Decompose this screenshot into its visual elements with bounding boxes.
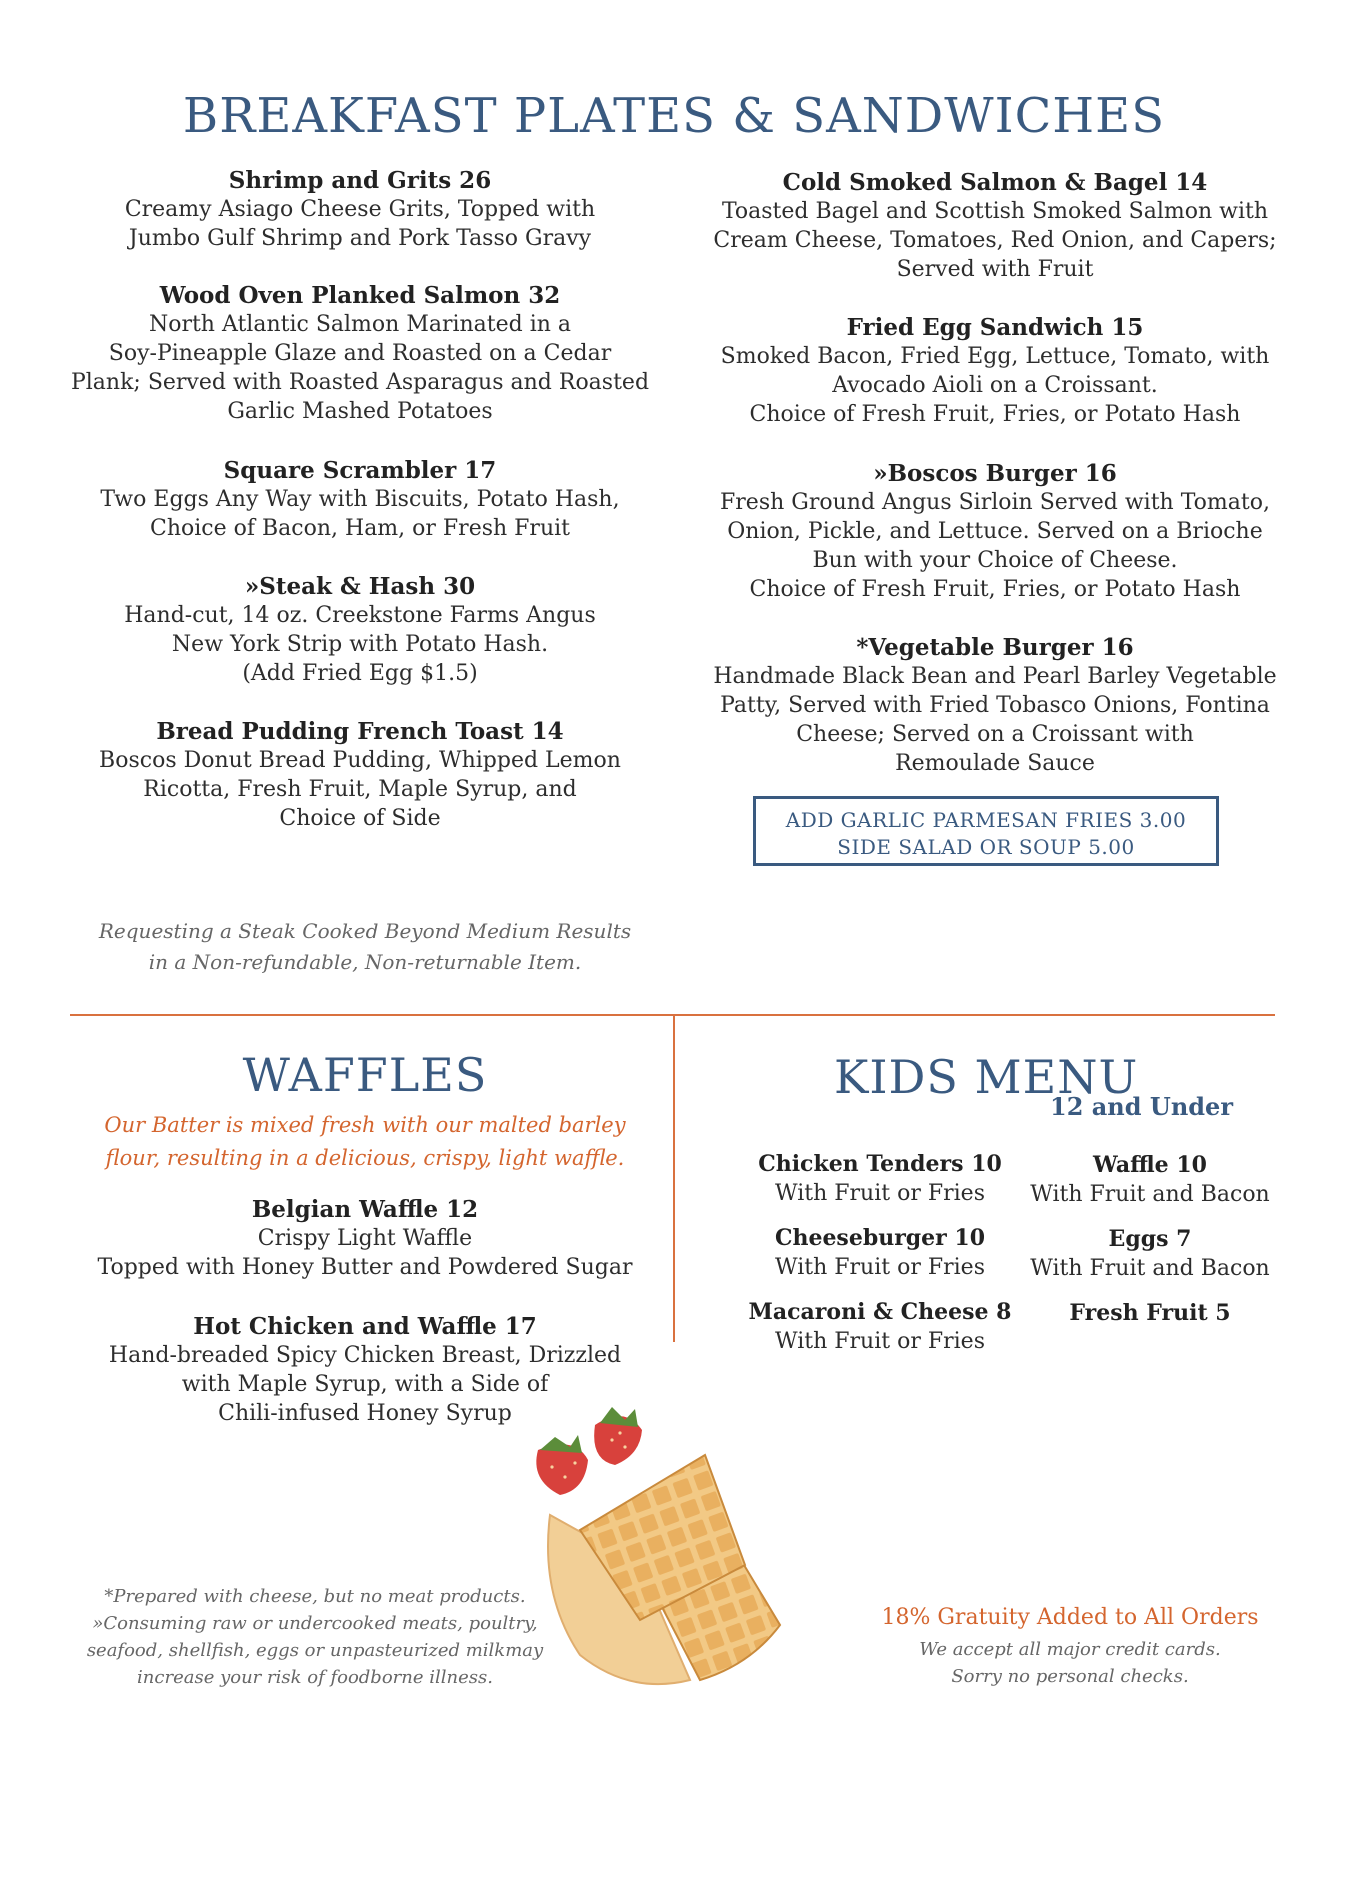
item-name: Fresh Fruit 5 (1069, 1300, 1231, 1326)
menu-item (60, 281, 660, 426)
item-description: Hand-breaded Spicy Chicken Breast, Drizzled with Maple Syrup, with a Side of Chili-infused Honey Syrup (108, 1343, 622, 1426)
item-name: Macaroni & Cheese 8 (748, 1299, 1012, 1325)
item-name: Belgian Waffle 12 (251, 1196, 479, 1223)
item-name: *Vegetable Burger 16 (856, 634, 1134, 661)
kids-item (1010, 1225, 1290, 1283)
menu-item (685, 168, 1305, 284)
kids-item (1010, 1151, 1290, 1209)
column-divider (673, 1015, 675, 1342)
kids-item (740, 1150, 1020, 1208)
kids-item (740, 1224, 1020, 1282)
item-description: North Atlantic Salmon Marinated in a Soy-Pineapple Glaze and Roasted on a Cedar Plank; Served with Roasted Asparagus and Roasted Garlic Mashed Potatoes (70, 312, 650, 424)
item-name: Cold Smoked Salmon & Bagel 14 (782, 169, 1208, 196)
item-description: With Fruit and Bacon (1030, 1256, 1270, 1281)
menu-item (60, 166, 660, 253)
item-description: With Fruit or Fries (775, 1255, 985, 1280)
kids-title: KIDS MENU (834, 1050, 1139, 1104)
item-name: Fried Egg Sandwich 15 (846, 314, 1144, 341)
item-description: Handmade Black Bean and Pearl Barley Vegetable Patty, Served with Fried Tobasco Onions, Fontina Cheese; Served on a Croissant with Remoulade Sauce (713, 664, 1277, 776)
add-on-salad: SIDE SALAD OR SOUP 5.00 (837, 835, 1135, 859)
kids-item (740, 1298, 1020, 1356)
item-description: Crispy Light Waffle Topped with Honey Butter and Powdered Sugar (97, 1226, 633, 1280)
item-name: »Steak & Hash 30 (244, 573, 476, 600)
item-description: Smoked Bacon, Fried Egg, Lettuce, Tomato, with Avocado Aioli on a Croissant. Choice of Fresh Fruit, Fries, or Potato Hash (720, 344, 1270, 427)
item-name: Hot Chicken and Waffle 17 (193, 1313, 537, 1340)
item-description: Two Eggs Any Way with Biscuits, Potato Hash, Choice of Bacon, Ham, or Fresh Fruit (100, 487, 620, 541)
item-name: Waffle 10 (1093, 1152, 1207, 1178)
item-description: Creamy Asiago Cheese Grits, Topped with Jumbo Gulf Shrimp and Pork Tasso Gravy (124, 197, 596, 251)
item-name: »Boscos Burger 16 (873, 460, 1117, 487)
kids-subtitle: 12 and Under (1050, 1092, 1233, 1121)
item-name: Chicken Tenders 10 (758, 1151, 1002, 1177)
menu-item (685, 313, 1305, 429)
disclaimer: *Prepared with cheese, but no meat products. »Consuming raw or undercooked meats, poultry, seafood, shellfish, eggs or unpasteurized milkmay increase your risk of foodborne illness. (86, 1586, 544, 1688)
menu-item (60, 717, 660, 833)
item-description: Boscos Donut Bread Pudding, Whipped Lemon Ricotta, Fresh Fruit, Maple Syrup, and Choice of Side (99, 748, 621, 831)
item-description: With Fruit or Fries (775, 1329, 985, 1354)
item-name: Shrimp and Grits 26 (228, 167, 492, 194)
item-name: Eggs 7 (1108, 1226, 1192, 1252)
payment-note: We accept all major credit cards. Sorry no personal checks. (919, 1639, 1221, 1687)
item-name: Square Scrambler 17 (223, 457, 497, 484)
item-name: Cheeseburger 10 (774, 1225, 986, 1251)
waffles-intro: Our Batter is mixed fresh with our malted barley flour, resulting in a delicious, crispy, light waffle. (104, 1113, 626, 1170)
gratuity-note: 18% Gratuity Added to All Orders (881, 1605, 1259, 1630)
item-description: With Fruit or Fries (775, 1181, 985, 1206)
item-name: Bread Pudding French Toast 14 (156, 718, 564, 745)
item-name: Wood Oven Planked Salmon 32 (159, 282, 561, 309)
item-description: With Fruit and Bacon (1030, 1182, 1270, 1207)
waffles-title: WAFFLES (242, 1048, 488, 1102)
menu-item (60, 572, 660, 688)
add-on-box (753, 796, 1219, 866)
item-description: Hand-cut, 14 oz. Creekstone Farms Angus New York Strip with Potato Hash. (Add Fried Egg $1.5) (124, 603, 596, 686)
menu-item (685, 633, 1305, 778)
kids-item (1010, 1299, 1290, 1328)
breakfast-title: BREAKFAST PLATES & SANDWICHES (182, 88, 1166, 144)
add-on-fries: ADD GARLIC PARMESAN FRIES 3.00 (785, 808, 1187, 832)
steak-note: Requesting a Steak Cooked Beyond Medium Results in a Non-refundable, Non-returnable Item. (98, 919, 632, 974)
item-description: Toasted Bagel and Scottish Smoked Salmon with Cream Cheese, Tomatoes, Red Onion, and Capers; Served with Fruit (713, 199, 1277, 282)
menu-item (60, 1195, 670, 1282)
item-description: Fresh Ground Angus Sirloin Served with Tomato, Onion, Pickle, and Lettuce. Served on a Brioche Bun with your Choice of Cheese. Choice of Fresh Fruit, Fries, or Potato Hash (720, 490, 1270, 602)
menu-item (60, 456, 660, 543)
menu-item (685, 459, 1305, 604)
